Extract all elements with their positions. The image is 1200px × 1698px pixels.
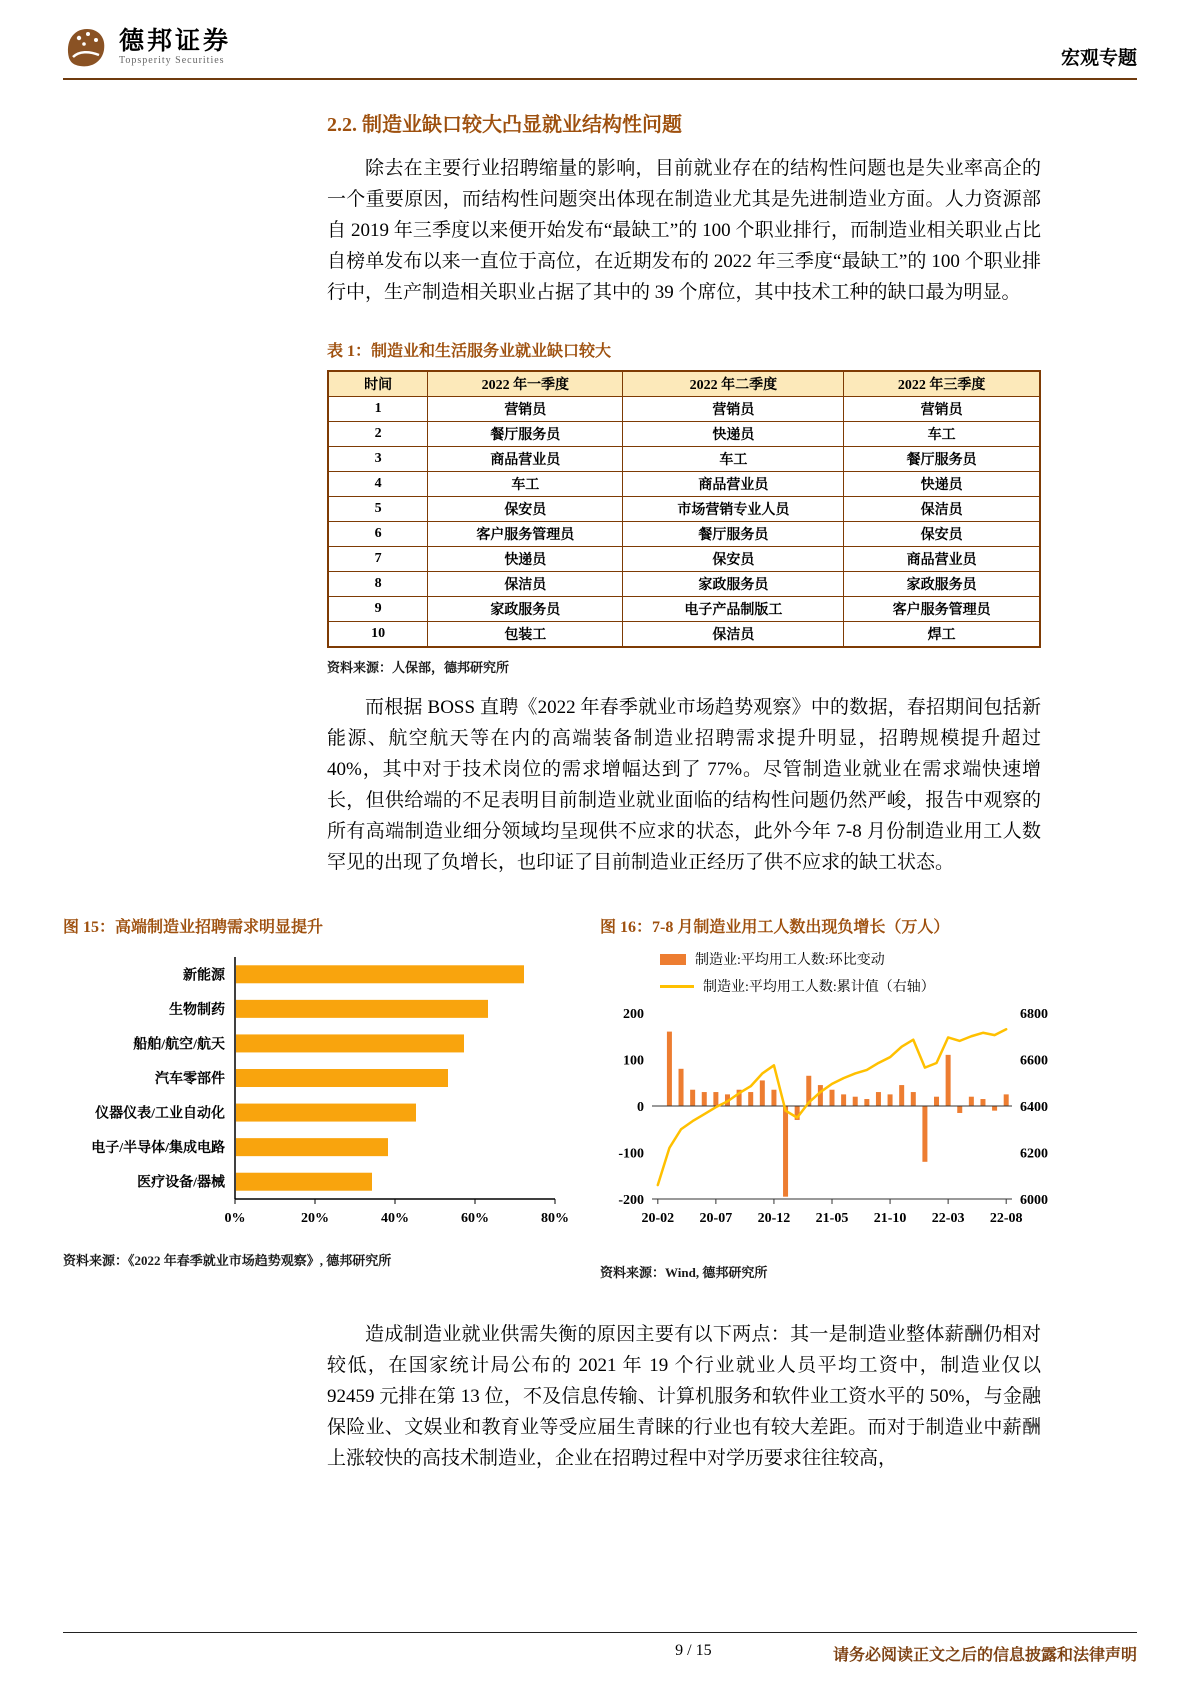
table-cell: 5 [328,497,428,522]
svg-text:电子/半导体/集成电路: 电子/半导体/集成电路 [91,1141,225,1157]
fig16-chart [600,1003,1080,1243]
svg-text:新能源: 新能源 [183,968,225,984]
svg-text:医疗设备/器械: 医疗设备/器械 [137,1175,225,1191]
vacancy-table-body [328,397,1040,648]
figure-16-title: 图 16：7-8 月制造业用工人数出现负增长（万人） [600,919,950,936]
brand-logo [63,24,231,70]
table-cell: 保洁员 [623,622,844,648]
table-cell: 保安员 [623,547,844,572]
figure-16-source: 资料来源：Wind, 德邦研究所 [600,1265,768,1280]
vacancy-table-head [328,371,1040,397]
svg-text:20-02: 20-02 [641,1211,675,1226]
paragraph-3: 造成制造业就业供需失衡的原因主要有以下两点：其一是制造业整体薪酬仍相对较低，在国家统计局公布的 2021 年 19 个行业就业人员平均工资中，制造业仅以 92459 元排在第 13 位，不及信息传输、计算机服务和软件业工资水平的 50%，与金融保险业、文娱业和教育业等受应届生青睐的行业也有较大差距。而对于制造业中薪酬上涨较快的高技术制造业，企业在招聘过程中对学历要求往往较高， [327,1324,1041,1469]
table-cell: 6 [328,522,428,547]
legend-bar-label: 制造业:平均用工人数:环比变动 [695,953,885,968]
svg-text:仪器仪表/工业自动化: 仪器仪表/工业自动化 [95,1106,225,1122]
table-cell: 包装工 [428,622,623,648]
table-row [328,472,1040,497]
svg-text:22-03: 22-03 [931,1211,965,1226]
table-cell: 餐厅服务员 [428,422,623,447]
table-row [328,547,1040,572]
table-cell: 家政服务员 [844,572,1040,597]
table-cell: 电子产品制版工 [623,597,844,622]
page-content [63,80,1137,1474]
page-header [63,16,1137,80]
table-header-cell: 2022 年二季度 [623,371,844,397]
bar-swatch-icon [660,954,686,965]
table-row [328,447,1040,472]
table-cell: 家政服务员 [623,572,844,597]
legend-line-label: 制造业:平均用工人数:累计值（右轴） [703,980,935,995]
table-cell: 保洁员 [844,497,1040,522]
table-title: 表 1：制造业和生活服务业就业缺口较大 [327,343,612,360]
svg-text:汽车零部件: 汽车零部件 [155,1072,225,1087]
svg-text:0%: 0% [224,1211,246,1226]
figure-15-title: 图 15：高端制造业招聘需求明显提升 [63,919,324,936]
table-cell: 营销员 [428,397,623,422]
svg-text:21-10: 21-10 [873,1211,907,1226]
table-cell: 客户服务管理员 [428,522,623,547]
table-cell: 9 [328,597,428,622]
table-cell: 快递员 [844,472,1040,497]
table-cell: 车工 [844,422,1040,447]
table-cell: 8 [328,572,428,597]
table-cell: 快递员 [623,422,844,447]
figure-15 [63,914,568,1281]
svg-text:200: 200 [623,1007,644,1022]
svg-text:6600: 6600 [1020,1053,1048,1069]
svg-text:40%: 40% [381,1211,409,1226]
svg-text:22-08: 22-08 [989,1211,1023,1226]
svg-text:-200: -200 [618,1193,644,1208]
table-cell: 3 [328,447,428,472]
brand-name-cn: 德邦证券 [119,27,232,55]
svg-text:0: 0 [637,1100,644,1115]
paragraph-2: 而根据 BOSS 直聘《2022 年春季就业市场趋势观察》中的数据，春招期间包括新能源、航空航天等在内的高端装备制造业招聘需求提升明显，招聘规模提升超过 40%，其中对于技术岗位的需求增幅达到了 77%。尽管制造业就业在需求端快速增长，但供给端的不足表明目前制造业就业面临的结构性问题仍然严峻，报告中观察的所有高端制造业细分领域均呈现供不应求的状态，此外今年 7-8 月份制造业用工人数罕见的出现了负增长，也印证了目前制造业正经历了供不应求的缺工状态。 [327,697,1041,873]
svg-text:船舶/航空/航天: 船舶/航空/航天 [133,1037,225,1053]
table-row [328,572,1040,597]
table-cell: 家政服务员 [428,597,623,622]
table-cell: 市场营销专业人员 [623,497,844,522]
table-cell: 快递员 [428,547,623,572]
svg-text:6400: 6400 [1020,1100,1048,1115]
brand-text [119,28,231,67]
legend-item-bar [660,949,1105,969]
table-cell: 保安员 [844,522,1040,547]
legend-item-line [660,976,1105,996]
table-header-cell: 时间 [328,371,428,397]
table-header-row [328,371,1040,397]
svg-text:20%: 20% [301,1211,329,1226]
figure-16 [600,914,1105,1281]
line-swatch-icon [660,985,694,988]
page-number: 9 / 15 [675,1642,712,1659]
svg-text:生物制药: 生物制药 [169,1002,225,1018]
table-source: 资料来源：人保部，德邦研究所 [327,660,510,675]
footer-disclaimer: 请务必阅读正文之后的信息披露和法律声明 [832,1647,1137,1664]
table-row [328,597,1040,622]
figure-15-source: 资料来源：《2022 年春季就业市场趋势观察》, 德邦研究所 [63,1253,392,1268]
brand-logo-icon [63,24,109,70]
section-heading: 2.2. 制造业缺口较大凸显就业结构性问题 [327,114,682,136]
table-cell: 4 [328,472,428,497]
brand-name-en: Topsperity Securities [119,55,225,67]
fig15-chart [63,949,568,1231]
table-block [327,338,1041,676]
table-cell: 车工 [623,447,844,472]
page-footer [63,1632,1137,1670]
table-cell: 车工 [428,472,623,497]
table-row [328,397,1040,422]
table-cell: 营销员 [844,397,1040,422]
table-cell: 焊工 [844,622,1040,648]
fig16-legend [660,949,1105,996]
table-cell: 保安员 [428,497,623,522]
table-header-cell: 2022 年一季度 [428,371,623,397]
svg-text:80%: 80% [541,1211,568,1226]
svg-text:20-12: 20-12 [757,1211,791,1226]
svg-text:6800: 6800 [1020,1007,1048,1022]
table-cell: 10 [328,622,428,648]
table-cell: 商品营业员 [844,547,1040,572]
table-row [328,497,1040,522]
table-row [328,422,1040,447]
table-cell: 餐厅服务员 [844,447,1040,472]
svg-text:21-05: 21-05 [815,1211,849,1226]
svg-text:-100: -100 [618,1146,644,1162]
table-header-cell: 2022 年三季度 [844,371,1040,397]
table-cell: 餐厅服务员 [623,522,844,547]
table-row [328,622,1040,648]
table-cell: 2 [328,422,428,447]
svg-text:100: 100 [623,1053,644,1069]
table-cell: 客户服务管理员 [844,597,1040,622]
table-cell: 营销员 [623,397,844,422]
table-cell: 保洁员 [428,572,623,597]
svg-text:6000: 6000 [1020,1193,1048,1208]
svg-text:6200: 6200 [1020,1146,1048,1162]
vacancy-table [327,370,1041,648]
table-row [328,522,1040,547]
svg-text:60%: 60% [461,1211,489,1226]
report-topic: 宏观专题 [1060,48,1137,69]
paragraph-1: 除去在主要行业招聘缩量的影响，目前就业存在的结构性问题也是失业率高企的一个重要原因，而结构性问题突出体现在制造业尤其是先进制造业方面。人力资源部自 2019 年三季度以来便开始发布“最缺工”的 100 个职业排行，而制造业相关职业占比自榜单发布以来一直位于高位，在近期发布的 2022 年三季度“最缺工”的 100 个职业排行中，生产制造相关职业占据了其中的 39 个席位，其中技术工种的缺口最为明显。 [327,158,1041,303]
table-cell: 1 [328,397,428,422]
figures-row [63,914,1137,1281]
table-cell: 7 [328,547,428,572]
table-cell: 商品营业员 [623,472,844,497]
svg-text:20-07: 20-07 [699,1211,733,1226]
table-cell: 商品营业员 [428,447,623,472]
